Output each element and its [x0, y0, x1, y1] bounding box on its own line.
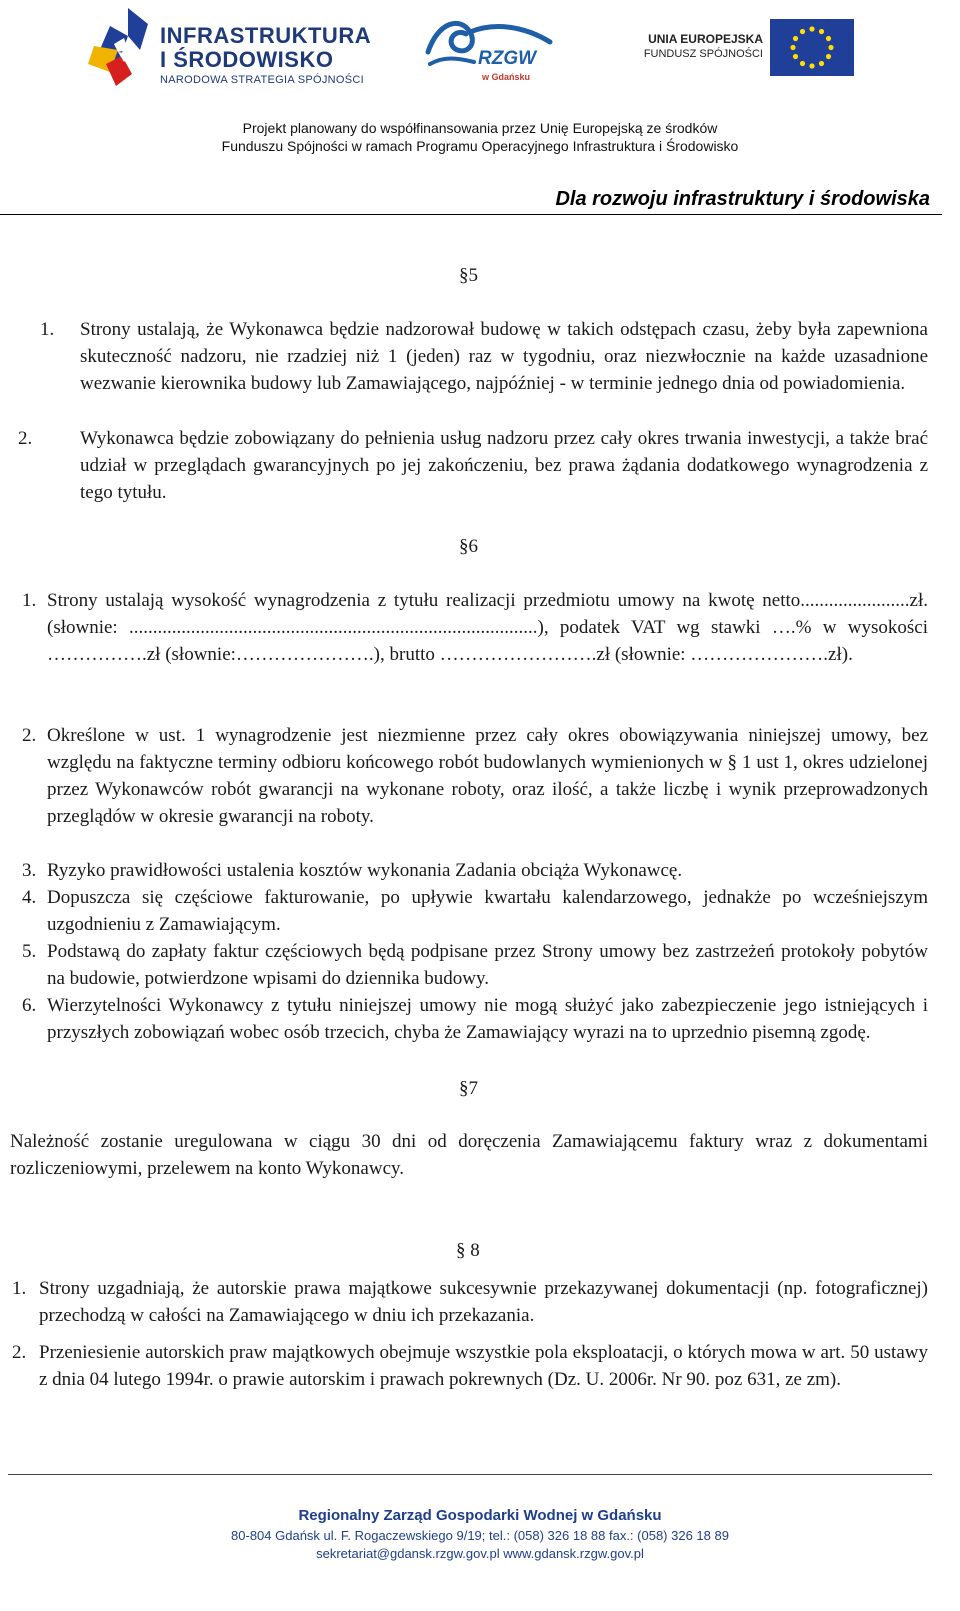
- s8-item-1-number: 1.: [12, 1278, 27, 1299]
- section-7-heading: §7: [459, 1078, 478, 1099]
- s6-item-5-content: Podstawą do zapłaty faktur częściowych będą podpisane przez Strony umowy bez zastrzeżeń protokoły pobytów na budowie, potwierdzone wpisami do dziennika budowy.: [47, 941, 928, 989]
- s6-item-6-content: Wierzytelności Wykonawcy z tytułu niniejszej umowy nie mogą służyć jako zabezpieczenie jego istniejących i przyszłych zobowiązań wobec osób trzecich, chyba że Zamawiający wyrazi na to uprzednio pisemną zgodę.: [47, 995, 928, 1043]
- rzgw-logo: [424, 12, 564, 82]
- s6-item-1-text: [47, 587, 928, 668]
- s6-item-2-text: [47, 722, 928, 830]
- s5-item-2-number: 2.: [18, 428, 33, 449]
- logo-is-line1: INFRASTRUKTURA: [160, 23, 372, 48]
- project-line-2: Funduszu Spójności w ramach Programu Operacyjnego Infrastruktura i Środowisko: [221, 138, 739, 154]
- header-divider: [0, 214, 942, 215]
- s5-item-1-content: Strony ustalają, że Wykonawca będzie nadzorował budowę w takich odstępach czasu, żeby była zapewniona skuteczność nadzoru, nie rzadziej niż 1 (jeden) raz w tygodniu, oraz niezwłocznie na każde uzasadnione wezwanie kierownika budowy lub Zamawiającego, najpóźniej - w terminie jednego dnia od powiadomienia.: [80, 319, 928, 394]
- s8-item-1-text: [39, 1275, 928, 1329]
- s6-item-5-number: 5.: [22, 941, 37, 962]
- eu-logo-line1: UNIA EUROPEJSKA: [648, 32, 763, 46]
- s7-paragraph: [10, 1128, 928, 1182]
- project-line-1: Projekt planowany do współfinansowania przez Unię Europejską ze środków: [242, 120, 718, 136]
- infrastruktura-srodowisko-logo: [88, 6, 378, 94]
- s6-item-1-number: 1.: [22, 590, 37, 611]
- nss-star-emblem-icon: [88, 6, 158, 94]
- s6-item-4-number: 4.: [22, 887, 37, 908]
- s6-item-6-number: 6.: [22, 995, 37, 1016]
- eu-logo-text: [643, 32, 763, 61]
- s8-item-2-text: [39, 1339, 928, 1393]
- footer-divider: [8, 1474, 932, 1475]
- rzgw-logo-name: RZGW: [478, 48, 537, 69]
- s8-item-2-content: Przeniesienie autorskich praw majątkowych obejmuje wszystkie pola eksploatacji, o których mowa w art. 50 ustawy z dnia 04 lutego 1994r. o prawie autorskim i prawach pokrewnych (Dz. U. 2006r. Nr 90. poz 631, ze zm).: [39, 1342, 928, 1390]
- footer-address: 80-804 Gdańsk ul. F. Rogaczewskiego 9/19; tel.: (058) 326 18 88 fax.: (058) 326 18 89: [231, 1528, 729, 1543]
- logo-is-line2: I ŚRODOWISKO: [160, 47, 334, 72]
- s5-item-2-content: Wykonawca będzie zobowiązany do pełnienia usług nadzoru przez cały okres trwania inwestycji, a także brać udział w przeglądach gwarancyjnych po jej zakończeniu, bez prawa żądania dodatkowego wynagrodzenia z tego tytułu.: [80, 428, 928, 503]
- eu-flag-icon: [770, 19, 854, 76]
- s6-item-4-content: Dopuszcza się częściowe fakturowanie, po upływie kwartału kalendarzowego, jednakże po wcześniejszym uzgodnieniu z Zamawiającym.: [47, 887, 928, 935]
- section-5-heading: §5: [459, 265, 478, 286]
- logo-is-line3: NARODOWA STRATEGIA SPÓJNOŚCI: [160, 74, 364, 86]
- footer-organization: Regionalny Zarząd Gospodarki Wodnej w Gdańsku: [298, 1507, 662, 1524]
- footer-contact: sekretariat@gdansk.rzgw.gov.pl www.gdansk.rzgw.gov.pl: [316, 1546, 644, 1561]
- s8-item-1-content: Strony uzgadniają, że autorskie prawa majątkowe sukcesywnie przekazywanej dokumentacji (np. fotograficznej) przechodzą w całości na Zamawiającego w dniu ich przekazania.: [39, 1278, 928, 1326]
- s6-item-5-text: [47, 938, 928, 992]
- s5-item-1-number: 1.: [40, 319, 55, 340]
- s5-item-1-text: [80, 316, 928, 397]
- rzgw-logo-sub: w Gdańsku: [482, 72, 531, 82]
- eu-logo-line2: FUNDUSZ SPÓJNOŚCI: [643, 48, 763, 60]
- s7-content: Należność zostanie uregulowana w ciągu 30 dni od doręczenia Zamawiającemu faktury wraz z dokumentami rozliczeniowymi, przelewem na konto Wykonawcy.: [10, 1131, 928, 1179]
- section-6-heading: §6: [459, 536, 478, 557]
- slogan: Dla rozwoju infrastruktury i środowiska: [555, 188, 930, 210]
- s6-item-6-text: [47, 992, 928, 1046]
- s6-item-4-text: [47, 884, 928, 938]
- s6-item-3-text: [47, 857, 928, 884]
- s6-item-1-content: Strony ustalają wysokość wynagrodzenia z tytułu realizacji przedmiotu umowy na kwotę netto.......................zł. (słownie: ......................................................................................), podatek VAT wg stawki ….% w wysokości …………….zł (słownie:………………….), brutto …………………….zł (słownie: ………………….zł).: [47, 590, 928, 665]
- document-header: [0, 0, 960, 225]
- s6-item-2-number: 2.: [22, 725, 37, 746]
- s6-item-3-number: 3.: [22, 860, 37, 881]
- s6-item-2-content: Określone w ust. 1 wynagrodzenie jest niezmienne przez cały okres obowiązywania niniejszej umowy, bez względu na faktyczne terminy odbioru końcowego robót budowlanych wymienionych w § 1 ust 1, okres udzielonej przez Wykonawców robót gwarancji na wykonane roboty, oraz ilość, a także liczbę i wynik przeprowadzonych przeglądów w okresie gwarancji na roboty.: [47, 725, 928, 827]
- s5-item-2-text: [80, 425, 928, 506]
- section-8-heading: § 8: [456, 1240, 480, 1261]
- s8-item-2-number: 2.: [12, 1342, 27, 1363]
- s6-item-3-content: Ryzyko prawidłowości ustalenia kosztów wykonania Zadania obciąża Wykonawcę.: [47, 860, 683, 881]
